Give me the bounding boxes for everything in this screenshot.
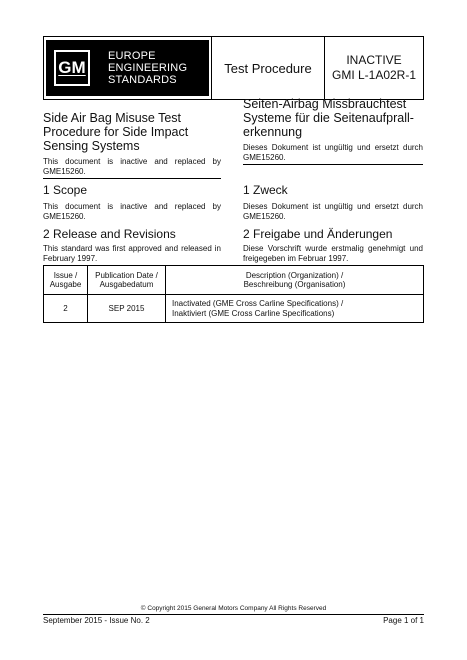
german-release-heading: 2 Freigabe und Änderungen [243,227,393,241]
header-description-en: Description (Organization) / [245,270,344,280]
footer-issue-date: September 2015 - Issue No. 2 [43,616,150,625]
german-title-block [243,97,423,165]
cell-description [166,295,424,323]
status-block [325,37,423,99]
gm-logo: GM [54,50,90,86]
cell-issue: 2 [44,295,88,323]
brand-text [108,50,187,86]
german-scope-heading: 1 Zweck [243,183,288,197]
english-title-block [43,111,221,179]
cell-description-en: Inactivated (GME Cross Carline Specifications) / [172,299,344,308]
revision-table-header [44,266,424,295]
brand-banner [46,40,209,96]
english-scope-section [43,183,221,221]
brand-line-1: EUROPE [108,50,156,62]
footer-divider [43,614,424,615]
header-issue-en: Issue / [53,270,78,280]
cell-date: SEP 2015 [88,295,166,323]
english-title: Side Air Bag Misuse Test Procedure for Side Impact Sensing Systems [43,111,189,153]
brand-line-3: STANDARDS [108,74,177,86]
german-release-section [243,227,423,263]
document-type: Test Procedure [212,37,325,99]
header-date [88,266,166,295]
document-number: GMI L-1A02R-1 [331,68,417,82]
header-description [166,266,424,295]
english-release-text: This standard was first approved and released in February 1997. [43,244,221,263]
cell-description-de: Inaktiviert (GME Cross Carline Specifications) [172,308,335,318]
footer-page-number: Page 1 of 1 [383,616,424,625]
header-issue [44,266,88,295]
german-title: Seiten-Airbag Missbrauchtest Systeme für die Seitenaufprall-erkennung [243,97,414,139]
header-date-de: Ausgabedatum [99,280,154,289]
german-release-text: Diese Vorschrift wurde erstmalig genehmigt und freigegeben im Februar 1997. [243,244,423,263]
copyright-notice: © Copyright 2015 General Motors Company All Rights Reserved [140,605,327,612]
brand-line-2: ENGINEERING [108,62,188,74]
document-header [43,36,424,100]
status-label: INACTIVE [346,53,402,67]
english-release-heading: 2 Release and Revisions [43,227,176,241]
header-date-en: Publication Date / [95,270,158,280]
german-scope-text: Dieses Dokument ist ungültig und ersetzt durch GME15260. [243,202,423,221]
english-notice: This document is inactive and replaced by GME15260. [43,157,221,179]
english-scope-text: This document is inactive and replaced by GME15260. [43,202,221,221]
revision-table [43,265,424,323]
header-description-de: Beschreibung (Organisation) [243,280,346,289]
english-release-section [43,227,221,263]
brand-block [44,37,212,99]
german-scope-section [243,183,423,221]
english-scope-heading: 1 Scope [43,183,88,197]
table-row [44,295,424,323]
header-issue-de: Ausgabe [49,280,82,289]
german-notice: Dieses Dokument ist ungültig und ersetzt durch GME15260. [243,143,423,165]
